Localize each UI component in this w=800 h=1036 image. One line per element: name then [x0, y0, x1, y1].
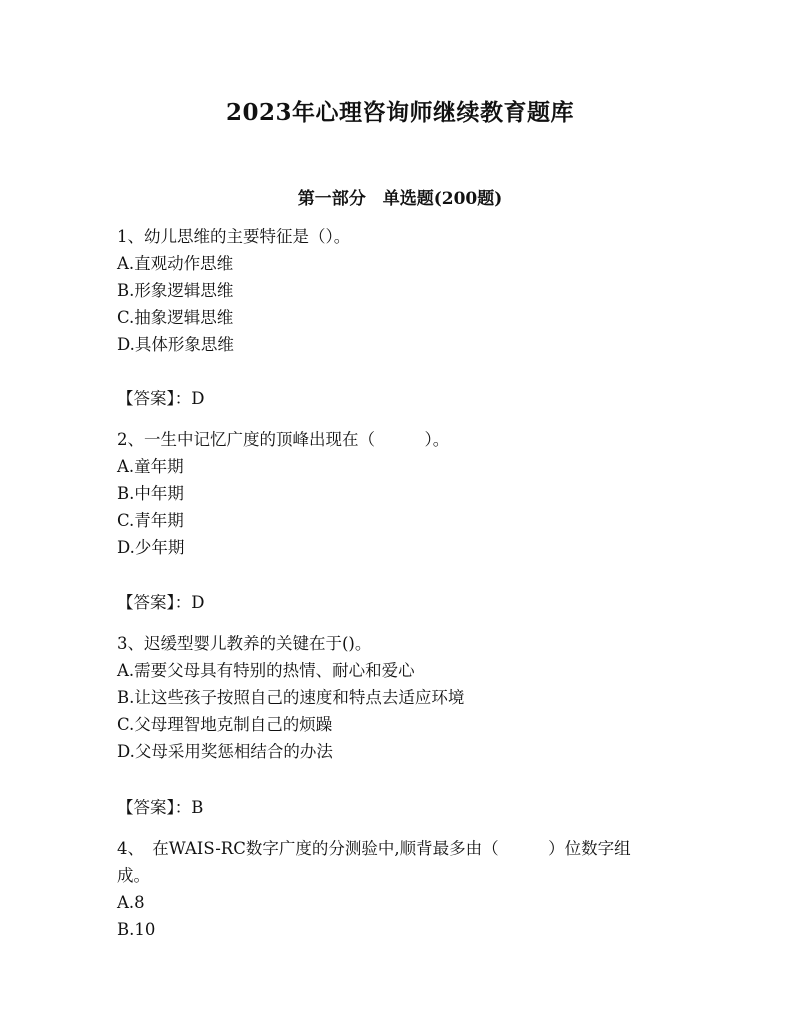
question-2-answer: 【答案】：D	[117, 593, 205, 612]
question-2-option-c: C.青年期	[117, 511, 184, 530]
document-title: 2023年心理咨询师继续教育题库	[225, 99, 574, 126]
question-2-stem: 2、一生中记忆广度的顶峰出现在（ ）。	[117, 430, 450, 449]
question-3-option-d: D.父母采用奖惩相结合的办法	[117, 742, 333, 761]
question-1-option-a: A.直观动作思维	[117, 254, 234, 273]
question-1-option-c: C.抽象逻辑思维	[117, 308, 234, 327]
question-3-option-a: A.需要父母具有特别的热情、耐心和爱心	[117, 661, 415, 680]
question-4-option-b: B.10	[117, 920, 156, 939]
question-4-option-a: A.8	[117, 893, 145, 912]
section-heading: 第一部分 单选题(200题)	[297, 189, 503, 209]
question-3-option-b: B.让这些孩子按照自己的速度和特点去适应环境	[117, 688, 465, 707]
question-1-option-b: B.形象逻辑思维	[117, 281, 234, 300]
question-2-option-d: D.少年期	[117, 538, 185, 557]
question-3-answer: 【答案】：B	[117, 798, 204, 817]
question-1-option-d: D.具体形象思维	[117, 335, 234, 354]
question-4-stem-continued: 成。	[117, 866, 150, 885]
question-1-answer: 【答案】：D	[117, 389, 205, 408]
question-1-stem: 1、幼儿思维的主要特征是（）。	[117, 227, 351, 246]
question-2-option-b: B.中年期	[117, 484, 184, 503]
question-3-option-c: C.父母理智地克制自己的烦躁	[117, 715, 333, 734]
question-2-option-a: A.童年期	[117, 457, 184, 476]
question-4-stem: 4、 在WAIS-RC数字广度的分测验中,顺背最多由（ ）位数字组	[117, 839, 631, 858]
question-3-stem: 3、迟缓型婴儿教养的关键在于()。	[117, 634, 372, 653]
